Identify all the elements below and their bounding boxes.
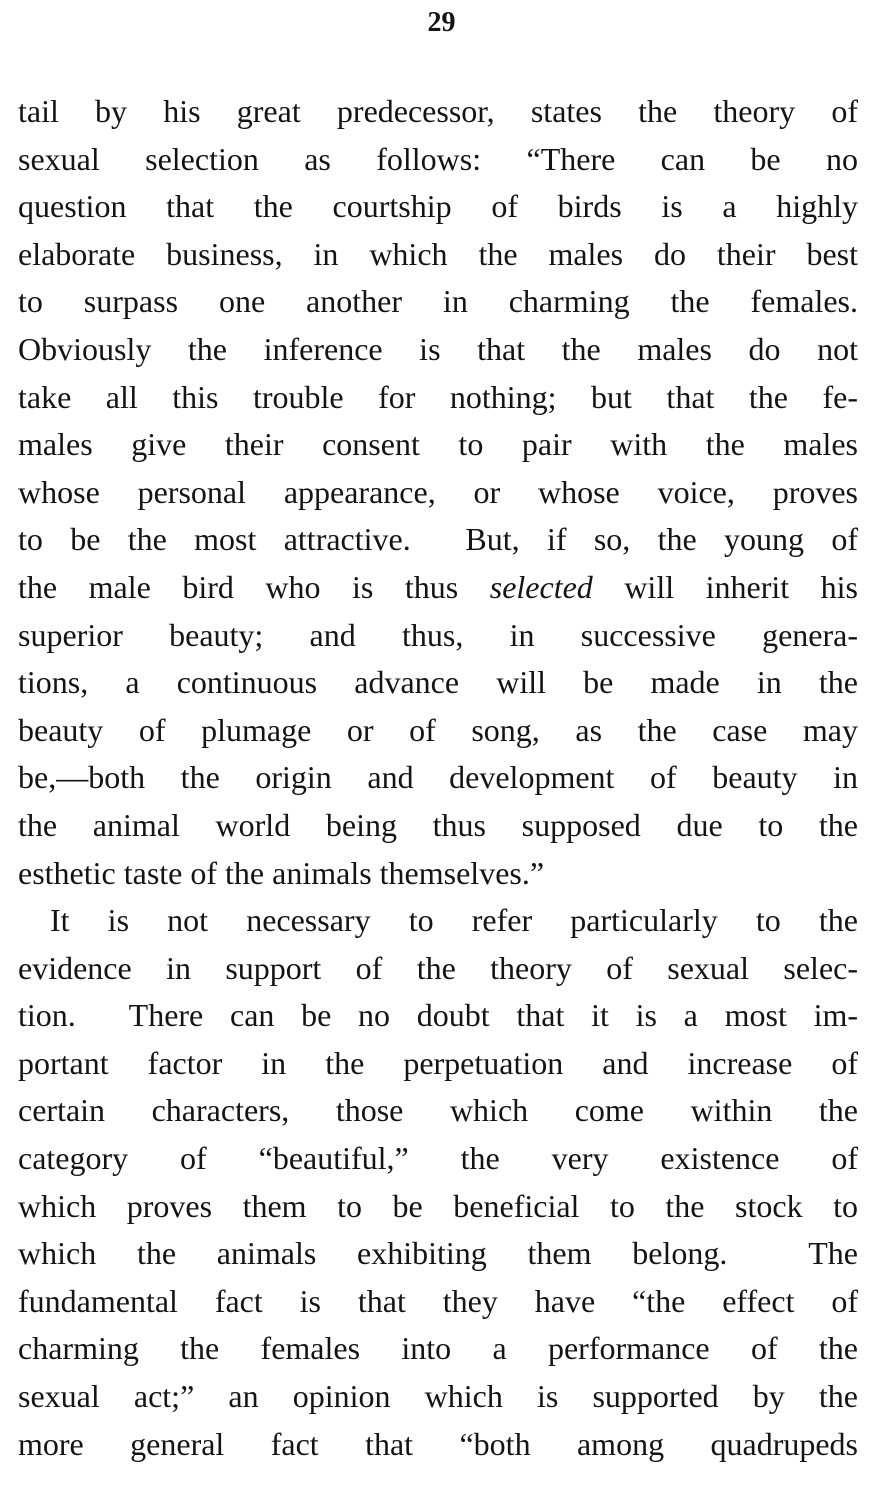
- text-segment: whose personal appearance, or whose voice, proves: [18, 473, 858, 510]
- text-line: [18, 1135, 858, 1183]
- text-segment: sexual act;” an opinion which is supported by the: [18, 1378, 858, 1415]
- text-line: [18, 707, 858, 755]
- text-line: [18, 469, 858, 517]
- text-line: [18, 850, 858, 898]
- text-segment: the male bird who is thus: [18, 568, 490, 605]
- text-line: [18, 374, 858, 422]
- text-line: [18, 1230, 858, 1278]
- text-segment: will inherit his: [592, 568, 859, 605]
- text-line: [18, 88, 858, 136]
- text-segment: evidence in support of the theory of sexual selec-: [18, 949, 858, 986]
- text-line: [18, 136, 858, 184]
- text-segment: to be the most attractive. But, if so, the young of: [18, 521, 858, 558]
- text-line: [18, 802, 858, 850]
- text-segment: which the animals exhibiting them belong. The: [18, 1235, 858, 1272]
- text-segment: be,—both the origin and development of beauty in: [18, 759, 858, 796]
- text-line: [18, 754, 858, 802]
- text-segment: category of “beautiful,” the very existence of: [18, 1140, 858, 1177]
- text-line: [18, 1373, 858, 1421]
- text-line: [18, 1421, 858, 1469]
- text-line: [18, 612, 858, 660]
- text-line: [18, 564, 858, 612]
- text-segment: tion. There can be no doubt that it is a most im-: [18, 997, 858, 1034]
- text-segment: to surpass one another in charming the females.: [18, 283, 858, 320]
- text-segment: beauty of plumage or of song, as the case may: [18, 711, 858, 748]
- text-segment: males give their consent to pair with the males: [18, 426, 858, 463]
- text-segment: the animal world being thus supposed due to the: [18, 806, 858, 843]
- text-segment: esthetic taste of the animals themselves.”: [18, 854, 545, 891]
- paragraph: [18, 897, 858, 1468]
- text-segment: It is not necessary to refer particularly to the: [50, 902, 858, 939]
- text-line: [18, 278, 858, 326]
- text-segment: question that the courtship of birds is a highly: [18, 188, 858, 225]
- text-line: [18, 945, 858, 993]
- text-line: [18, 516, 858, 564]
- text-segment: which proves them to be beneficial to the stock to: [18, 1187, 858, 1224]
- text-line: [18, 1087, 858, 1135]
- paragraph: [18, 88, 858, 897]
- page-number: 29: [427, 7, 456, 38]
- text-segment: sexual selection as follows: “There can be no: [18, 140, 858, 177]
- text-segment: charming the females into a performance of the: [18, 1330, 858, 1367]
- italic-word: selected: [489, 568, 593, 605]
- text-segment: Obviously the inference is that the males do not: [18, 330, 858, 367]
- text-segment: elaborate business, in which the males do their best: [18, 235, 858, 272]
- text-line: [18, 992, 858, 1040]
- text-segment: tail by his great predecessor, states the theory of: [18, 93, 858, 129]
- text-line: [18, 1183, 858, 1231]
- text-segment: fundamental fact is that they have “the effect of: [18, 1282, 858, 1319]
- text-line: [18, 1278, 858, 1326]
- text-line: [18, 231, 858, 279]
- text-line: [18, 897, 858, 945]
- text-line: [18, 326, 858, 374]
- text-segment: portant factor in the perpetuation and increase of: [18, 1044, 858, 1081]
- text-line: [18, 421, 858, 469]
- text-segment: tions, a continuous advance will be made in the: [18, 664, 858, 701]
- text-segment: certain characters, those which come within the: [18, 1092, 858, 1129]
- text-line: [18, 1325, 858, 1373]
- body-text: [18, 88, 858, 1468]
- text-segment: superior beauty; and thus, in successive genera-: [18, 616, 858, 653]
- text-segment: more general fact that “both among quadrupeds: [18, 1425, 858, 1462]
- text-line: [18, 659, 858, 707]
- text-segment: take all this trouble for nothing; but that the fe-: [18, 378, 858, 415]
- text-line: [18, 183, 858, 231]
- text-line: [18, 1040, 858, 1088]
